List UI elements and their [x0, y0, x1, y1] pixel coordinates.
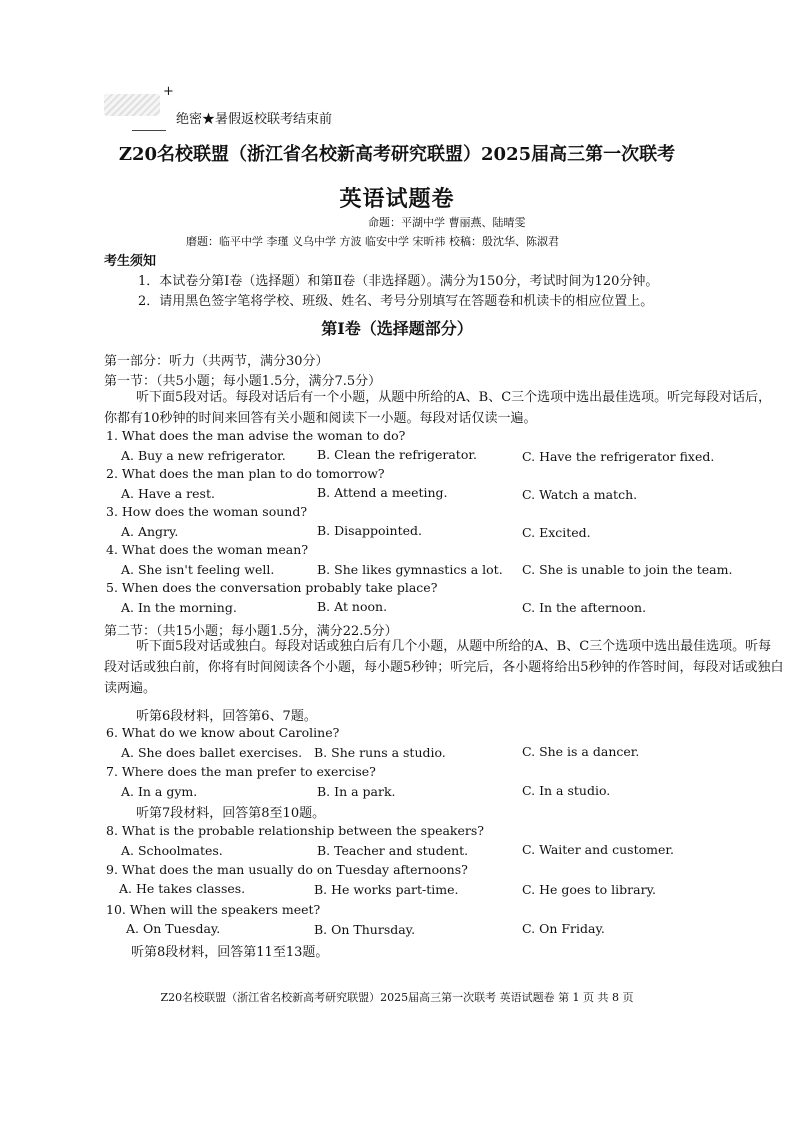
- question-6: 6. What do we know about Caroline?: [106, 725, 340, 740]
- q9-option-c: C. He goes to library.: [522, 882, 656, 897]
- question-9: 9. What does the man usually do on Tuesday afternoons?: [106, 862, 468, 877]
- page-footer: Z20名校联盟（浙江省名校新高考研究联盟）2025届高三第一次联考 英语试题卷 第 1 页 共 8 页: [160, 991, 634, 1004]
- section-2-instructions: 听下面5段对话或独白。每段对话或独白后有几个小题，从题中所给的A、B、C三个选项中选出最佳选项。听每段对话或独白前，你将有时间阅读各个小题，每小题5秒钟；听完后，各小题将给出5秒钟的作答时间，每段对话或独白读两遍。: [104, 639, 784, 696]
- section-1-instructions: 听下面5段对话。每段对话后有一个小题，从题中所给的A、B、C三个选项中选出最佳选项。听完每段对话后，你都有10秒钟的时间来回答有关小题和阅读下一小题。每段对话仅读一遍。: [104, 390, 772, 426]
- q5-option-a: A. In the morning.: [121, 600, 237, 615]
- q3-option-a: A. Angry.: [121, 524, 179, 539]
- q10-option-a: A. On Tuesday.: [126, 921, 221, 936]
- q10-option-c: C. On Friday.: [522, 921, 605, 936]
- question-2: 2. What does the man plan to do tomorrow?: [106, 466, 385, 481]
- handwritten-line: [132, 130, 166, 131]
- q1-option-a: A. Buy a new refrigerator.: [121, 448, 286, 463]
- q6-option-a: A. She does ballet exercises.: [121, 745, 303, 760]
- q10-option-b: B. On Thursday.: [314, 922, 416, 937]
- credits-line-1: 命题：平湖中学 曹丽燕、陆晴雯: [368, 216, 526, 229]
- question-10: 10. When will the speakers meet?: [106, 902, 321, 917]
- notice-heading: 考生须知: [104, 254, 157, 269]
- notice-item-1: 1．本试卷分第Ⅰ卷（选择题）和第Ⅱ卷（非选择题）。满分为150分，考试时间为120分钟。: [138, 274, 659, 289]
- q8-option-a: A. Schoolmates.: [121, 843, 223, 858]
- q9-option-a: A. He takes classes.: [119, 881, 246, 896]
- section-2-title: 第二节：（共15小题；每小题1.5分，满分22.5分）: [104, 624, 398, 639]
- q8-option-c: C. Waiter and customer.: [522, 842, 674, 857]
- question-4: 4. What does the woman mean?: [106, 542, 309, 557]
- q1-option-b: B. Clean the refrigerator.: [317, 447, 477, 462]
- q5-option-b: B. At noon.: [317, 599, 388, 614]
- q9-option-b: B. He works part-time.: [314, 882, 459, 897]
- section-1-title: 第一节：（共5小题；每小题1.5分，满分7.5分）: [104, 374, 382, 389]
- stamp-mark: [104, 94, 160, 116]
- q1-option-c: C. Have the refrigerator fixed.: [522, 449, 715, 464]
- q5-option-c: C. In the afternoon.: [522, 600, 647, 615]
- material-8-instruction: 听第8段材料，回答第11至13题。: [131, 945, 329, 960]
- q3-option-c: C. Excited.: [522, 525, 591, 540]
- q8-option-b: B. Teacher and student.: [317, 843, 469, 858]
- credits-line-2: 磨题：临平中学 李瑾 义乌中学 方波 临安中学 宋昕祎 校稿：殷沈华、陈淑君: [186, 235, 559, 248]
- question-7: 7. Where does the man prefer to exercise?: [106, 764, 376, 779]
- q3-option-b: B. Disappointed.: [317, 523, 422, 538]
- part-heading: 第Ⅰ卷（选择题部分）: [321, 319, 473, 338]
- q4-option-a: A. She isn't feeling well.: [121, 562, 275, 577]
- q4-option-c: C. She is unable to join the team.: [522, 562, 733, 577]
- notice-item-2: 2．请用黑色签字笔将学校、班级、姓名、考号分别填写在答题卷和机读卡的相应位置上。: [138, 294, 654, 309]
- material-7-instruction: 听第7段材料，回答第8至10题。: [136, 806, 326, 821]
- exam-subtitle: 英语试题卷: [339, 186, 455, 212]
- q7-option-c: C. In a studio.: [522, 783, 611, 798]
- q4-option-b: B. She likes gymnastics a lot.: [317, 562, 503, 577]
- question-3: 3. How does the woman sound?: [106, 504, 308, 519]
- cross-mark: +: [163, 84, 174, 99]
- material-6-instruction: 听第6段材料，回答第6、7题。: [136, 709, 317, 724]
- q2-option-b: B. Attend a meeting.: [317, 485, 448, 500]
- q2-option-c: C. Watch a match.: [522, 487, 638, 502]
- listening-section-title: 第一部分：听力（共两节，满分30分）: [104, 354, 329, 369]
- exam-title: Z20名校联盟（浙江省名校新高考研究联盟）2025届高三第一次联考: [118, 144, 676, 165]
- question-8: 8. What is the probable relationship between the speakers?: [106, 823, 484, 838]
- q2-option-a: A. Have a rest.: [121, 486, 215, 501]
- question-5: 5. When does the conversation probably take place?: [106, 580, 438, 595]
- q7-option-b: B. In a park.: [317, 784, 396, 799]
- q7-option-a: A. In a gym.: [121, 784, 198, 799]
- confidential-note: 绝密★暑假返校联考结束前: [176, 112, 333, 127]
- q6-option-b: B. She runs a studio.: [314, 745, 446, 760]
- question-1: 1. What does the man advise the woman to do?: [106, 428, 406, 443]
- q6-option-c: C. She is a dancer.: [522, 744, 640, 759]
